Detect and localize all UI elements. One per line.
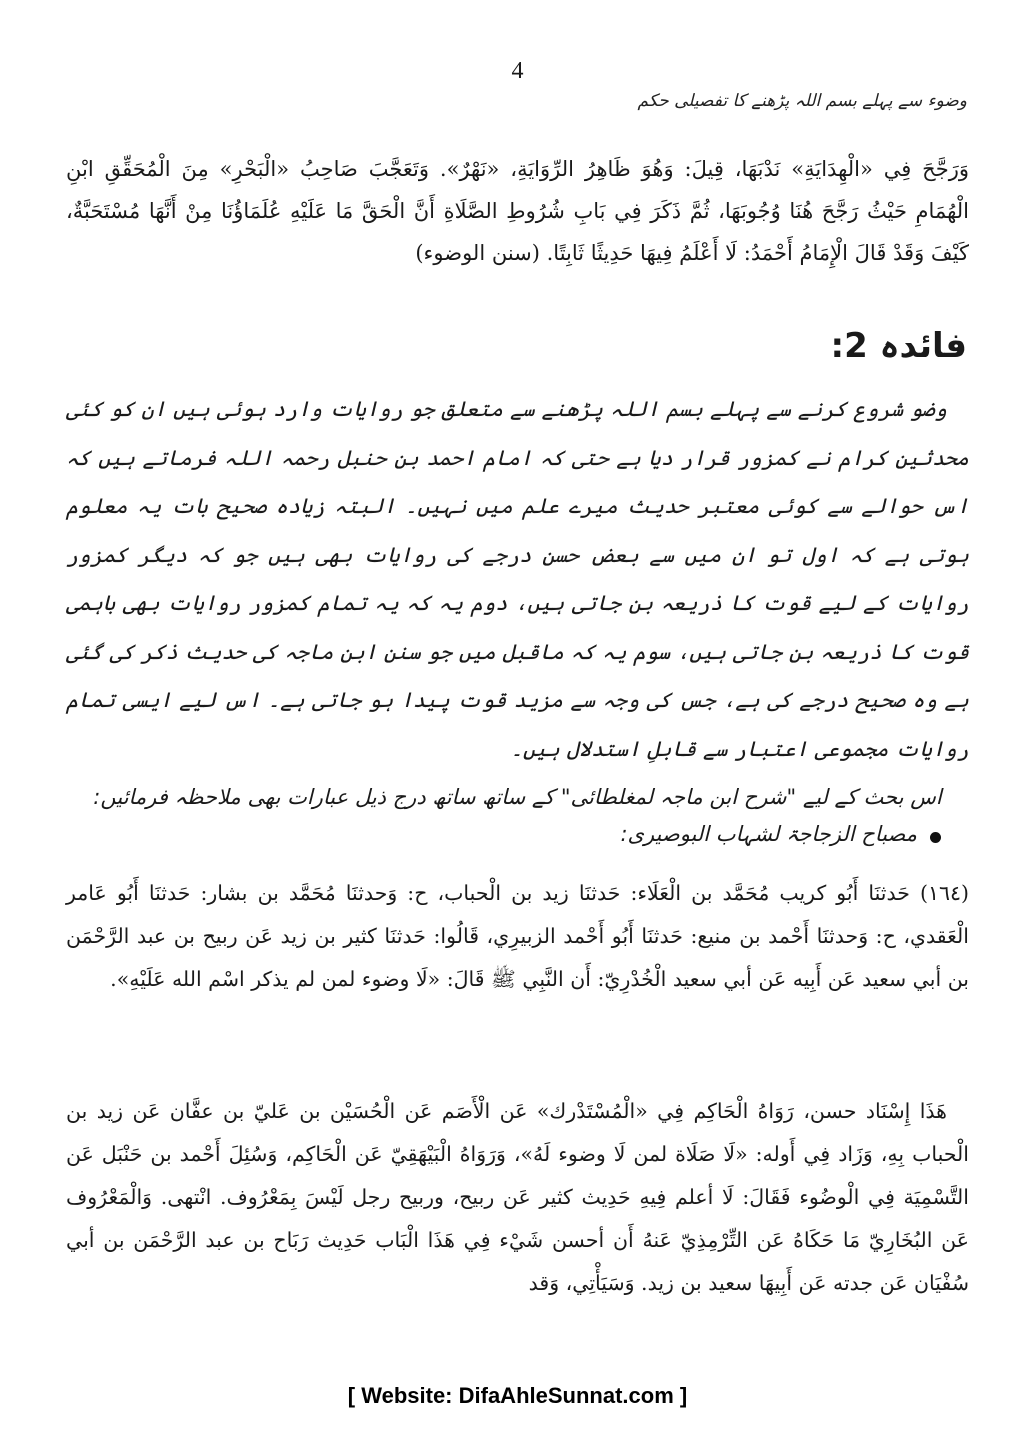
bullet-source-title: مصباح الزجاجۃ لشہاب البوصیری: [620,822,917,846]
bullet-icon [930,832,941,843]
running-header: وضوء سے پہلے بسم اللہ پڑھنے کا تفصیلی حکم [637,91,967,111]
urdu-paragraph: وضو شروع کرنے سے پہلے بسم اللہ پڑھنے سے متعلق جو روایات وارد ہوئی ہیں ان کو کئی محدثین کرام نے کمزور قرار دیا ہے حتی کہ امام احمد بن حنبل رحمہ اللہ فرماتے ہیں کہ اس حوالے سے کوئی معتبر حدیث میرے علم میں نہیں۔ البتہ زیادہ صحیح بات یہ معلوم ہوتی ہے کہ اول تو ان میں سے بعض حسن درجے کی روایات بھی ہیں جو کہ دیگر کمزور روایات کے لیے قوت کا ذریعہ بن جاتی ہیں، دوم یہ کہ یہ تمام کمزور روایات بھی باہمی قوت کا ذریعہ بن جاتی ہیں، سوم یہ کہ ماقبل میں جو سنن ابن ماجہ کی حدیث ذکر کی گئی ہے وہ صحیح درجے کی ہے، جس کی وجہ سے مزید قوت پیدا ہو جاتی ہے۔ اس لیے ایسی تمام روایات مجموعی اعتبار سے قابلِ استدلال ہیں۔ [66,397,969,761]
reference-note: اس بحث کے لیے "شرح ابن ماجہ لمغلطائی" کے ساتھ ساتھ درج ذیل عبارات بھی ملاحظہ فرمائیں: [93,785,942,809]
urdu-body [66,385,969,817]
commentary-text: هَذَا إِسْنَاد حسن، رَوَاهُ الْحَاكِم فِي «الْمُسْتَدْرك» عَن الْأَصَم عَن الْحُسَيْن بن عَليّ بن عفَّان عَن زيد بن الْحباب بِهِ، وَزَاد فِي أَوله: «لَا صَلَاة لمن لَا وضوء لَهُ»، وَرَوَاهُ الْبَيْهَقِيّ عَن الْحَاكِم، وَسُئِلَ أَحْمد بن حَنْبَل عَن التَّسْمِيَة فِي الْوضُوء فَقَالَ: لَا أعلم فِيهِ حَدِيث كثير عَن ربيح، وربيح رجل لَيْسَ بِمَعْرُوف. انْتهى. وَالْمَعْرُوف عَن البُخَارِيّ مَا حَكَاهُ عَن التِّرْمِذِيّ عَنهُ أَن أحسن شَيْء فِي هَذَا الْبَاب حَدِيث رَبَاح بن عبد الرَّحْمَن بن أبي سُفْيَان عَن جدته عَن أَبِيهَا سعيد بن زيد. وَسَيَأْتِي، وَقد [66,1099,969,1295]
hadith-text: (١٦٤) حَدثنَا أَبُو كريب مُحَمَّد بن الْعَلَاء: حَدثنَا زيد بن الْحباب، ح: وَحدثنَا مُحَمَّد بن بشار: حَدثنَا أَبُو عَامر الْعَقدي، ح: وَحدثنَا أَحْمد بن منيع: حَدثنَا أَبُو أَحْمد الزبيرِي، قَالُوا: حَدثنَا كثير بن زيد عَن ربيح بن عبد الرَّحْمَن بن أبي سعيد عَن أَبِيه عَن أبي سعيد الْخُدْرِيّ: أَن النَّبِي ﷺ قَالَ: «لَا وضوء لمن لم يذكر اسْم الله عَلَيْهِ». [66,881,969,991]
commentary-block [66,1090,969,1305]
hadith-block [66,872,969,1001]
page-number: 4 [511,58,524,84]
section-heading: فائدہ 2: [830,326,967,366]
website-footer: [ Website: DifaAhleSunnat.com ] [347,1383,688,1408]
intro-arabic-text: وَرَجَّحَ فِي «الْهِدَايَةِ» نَدْبَهَا، قِيلَ: وَهُوَ ظَاهِرُ الرِّوَايَةِ، «نَهْرٌ». وَتَعَجَّبَ صَاحِبُ «الْبَحْرِ» مِنَ الْمُحَقِّقِ ابْنِ الْهُمَامِ حَيْثُ رَجَّحَ هُنَا وُجُوبَهَا، ثُمَّ ذَكَرَ فِي بَابِ شُرُوطِ الصَّلَاةِ أَنَّ الْحَقَّ مَا عَلَيْهِ عُلَمَاؤُنَا مِنْ أَنَّهَا مُسْتَحَبَّةٌ، كَيْفَ وَقَدْ قَالَ الْإِمَامُ أَحْمَدُ: لَا أَعْلَمُ فِيهَا حَدِيثًا ثَابِتًا. (سنن الوضوء) [66,157,969,265]
intro-arabic-block [66,148,969,274]
